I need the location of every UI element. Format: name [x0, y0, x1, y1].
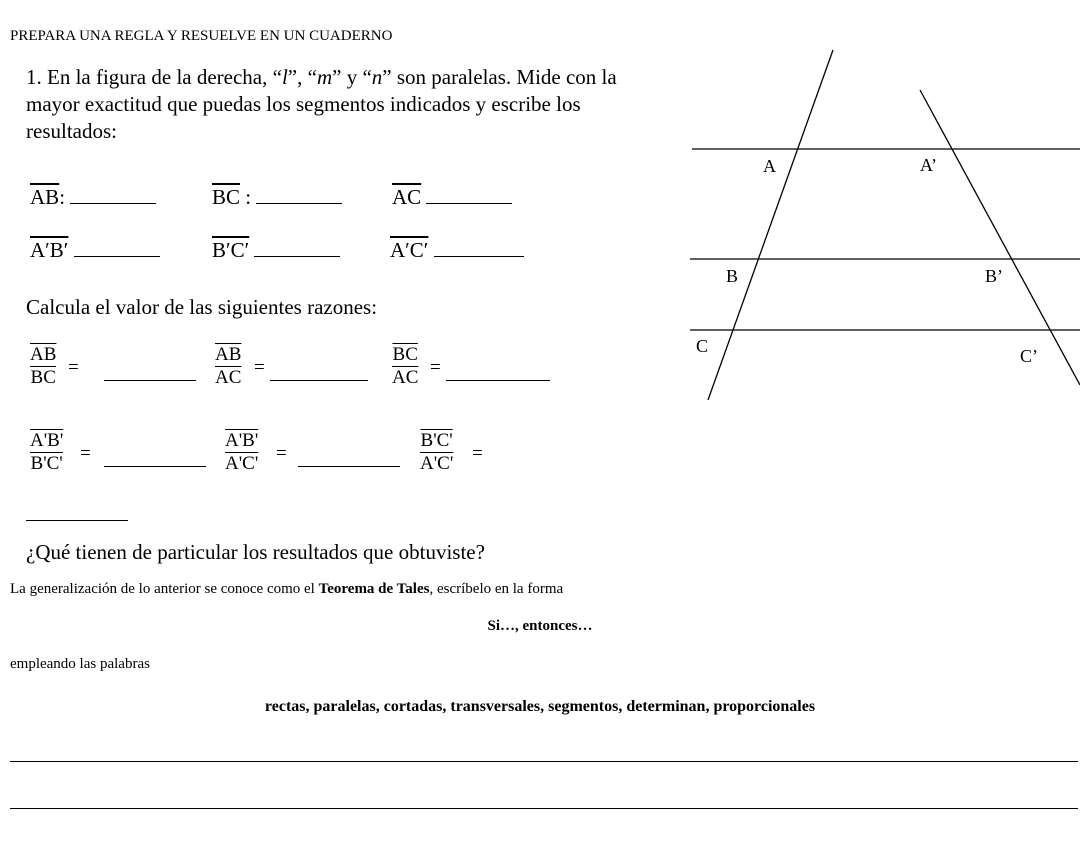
segment-ac-label: $\overline{AC}$: [392, 185, 422, 209]
word-list: rectas, paralelas, cortadas, transversales, segmentos, determinan, proporcionales: [264, 698, 816, 715]
point-label-cp: C’: [1020, 346, 1038, 366]
ratio-ab-bc-blank[interactable]: [104, 362, 196, 381]
transversal-right: [920, 90, 1080, 385]
exercise-intro: 1. En la figura de la derecha, “l”, “m” y “n” son paralelas. Mide con la mayor exactitud que puedas los segmentos indicados y escribe los resultados:: [26, 65, 617, 143]
empleando-text: empleando las palabras: [10, 656, 150, 672]
point-label-ap: A’: [920, 155, 937, 175]
segment-apbp-label: A′B′: [30, 238, 69, 262]
ratio-bpcp-apcp-blank[interactable]: [26, 502, 128, 521]
ratio-bc-ac-blank[interactable]: [446, 362, 550, 381]
instruction-header: PREPARA UNA REGLA Y RESUELVE EN UN CUADERNO: [10, 28, 393, 44]
point-label-bp: B’: [985, 266, 1003, 286]
ratio-bc-ac: $\frac{\overline{BC}}{AC}$: [392, 344, 419, 388]
question-text: ¿Qué tienen de particular los resultados que obtuviste?: [26, 540, 485, 564]
answer-line[interactable]: [10, 761, 1078, 762]
segment-ac-field: [392, 185, 512, 210]
segment-bpcp-field: [212, 238, 340, 263]
segment-bpcp-blank[interactable]: [254, 238, 340, 257]
equals-sign: =: [254, 357, 265, 378]
segment-ab-field: $\overline{AB}$:: [30, 185, 156, 210]
ratio-apbp-bpcp: $\frac{A'B'}{B'C'}$: [30, 430, 64, 474]
segment-ab-label: $\overline{AB}$: [30, 185, 60, 209]
ratio-apbp-bpcp-blank[interactable]: [104, 448, 206, 467]
point-label-b: B: [726, 266, 739, 286]
segment-apcp-field: [390, 238, 524, 263]
segment-bc-label: $\overline{BC}$: [212, 185, 241, 209]
segment-apbp-field: [30, 238, 160, 263]
thales-figure: [680, 40, 1080, 410]
equals-sign: =: [80, 443, 91, 464]
segment-bc-field: $\overline{BC}$ :: [212, 185, 342, 210]
equals-sign: =: [68, 357, 79, 378]
segment-ac-blank[interactable]: [426, 185, 512, 204]
si-entonces-text: Si…, entonces…: [487, 618, 593, 634]
generalization-text: La generalización de lo anterior se conoce como el Teorema de Tales, escríbelo en la forma: [10, 581, 564, 597]
point-label-c: C: [696, 336, 709, 356]
segment-apbp-blank[interactable]: [74, 238, 160, 257]
transversal-left: [708, 50, 833, 400]
equals-sign: =: [276, 443, 287, 464]
ratio-apbp-apcp: $\frac{A'B'}{A'C'}$: [225, 430, 259, 474]
answer-line[interactable]: [10, 808, 1078, 809]
ratio-ab-bc: $\frac{\overline{AB}}{BC}$: [30, 344, 57, 388]
segment-bc-blank[interactable]: [256, 185, 342, 204]
ratio-ab-ac-blank[interactable]: [270, 362, 368, 381]
segment-apcp-label: A′C′: [390, 238, 429, 262]
segment-ab-blank[interactable]: [70, 185, 156, 204]
ratio-bpcp-apcp: $\frac{B'C'}{A'C'}$: [420, 430, 454, 474]
equals-sign: =: [430, 357, 441, 378]
point-label-a: A: [763, 156, 776, 176]
segment-bpcp-label: B′C′: [212, 238, 250, 262]
calculate-label: Calcula el valor de las siguientes razones:: [26, 295, 378, 319]
ratio-apbp-apcp-blank[interactable]: [298, 448, 400, 467]
ratio-ab-ac: $\frac{\overline{AB}}{AC}$: [215, 344, 242, 388]
equals-sign: =: [472, 443, 483, 464]
segment-apcp-blank[interactable]: [434, 238, 524, 257]
